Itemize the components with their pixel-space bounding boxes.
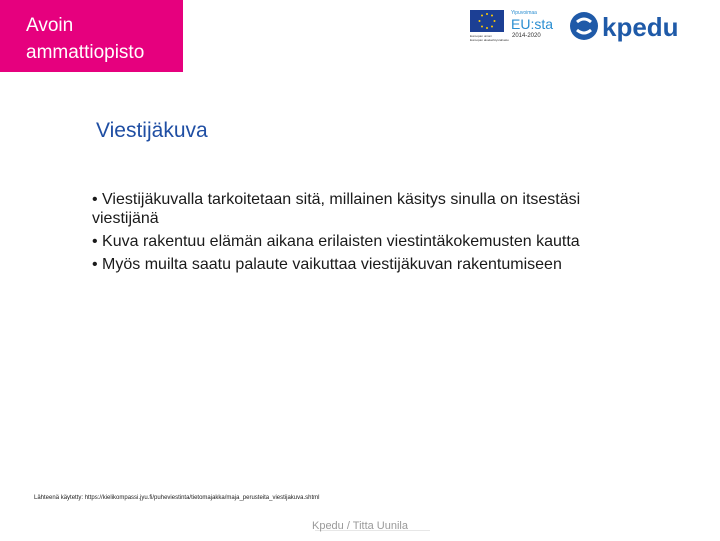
brand-banner xyxy=(0,0,183,72)
source-citation: Lähteenä käytetty: https://kielikompassi.jyu.fi/puheviestinta/tietomajakka/maja_perusteita_viestijakuva.shtml xyxy=(34,495,320,501)
brand-line-1: Avoin xyxy=(26,15,74,36)
eu-top-text: Yipuvoimaa xyxy=(511,10,537,16)
brand-line-2: ammattiopisto xyxy=(26,42,145,63)
eu-years: 2014-2020 xyxy=(512,33,541,39)
bullet-item: • Kuva rakentuu elämän aikana erilaisten viestintäkokemusten kautta xyxy=(92,233,580,250)
slide-footer: Kpedu / Titta Uunila xyxy=(311,520,408,532)
kpedu-wordmark: kpedu xyxy=(602,12,679,42)
eu-text-2: Euroopan aluekehitysrahasto xyxy=(470,38,509,42)
bullet-list xyxy=(92,190,612,278)
slide-title: Viestijäkuva xyxy=(96,119,208,142)
kpedu-logo xyxy=(568,10,708,44)
eu-funding-logo xyxy=(466,6,562,46)
kpedu-swirl-icon xyxy=(570,12,598,40)
eu-main-text: EU:sta xyxy=(511,16,554,32)
eu-text-1: Euroopan unioni xyxy=(470,34,492,38)
bullet-item: • Viestijäkuvalla tarkoitetaan sitä, millainen käsitys sinulla on itsestäsi viestijänä xyxy=(92,191,581,227)
bullet-item: • Myös muilta saatu palaute vaikuttaa viestijäkuvan rakentumiseen xyxy=(92,256,562,273)
